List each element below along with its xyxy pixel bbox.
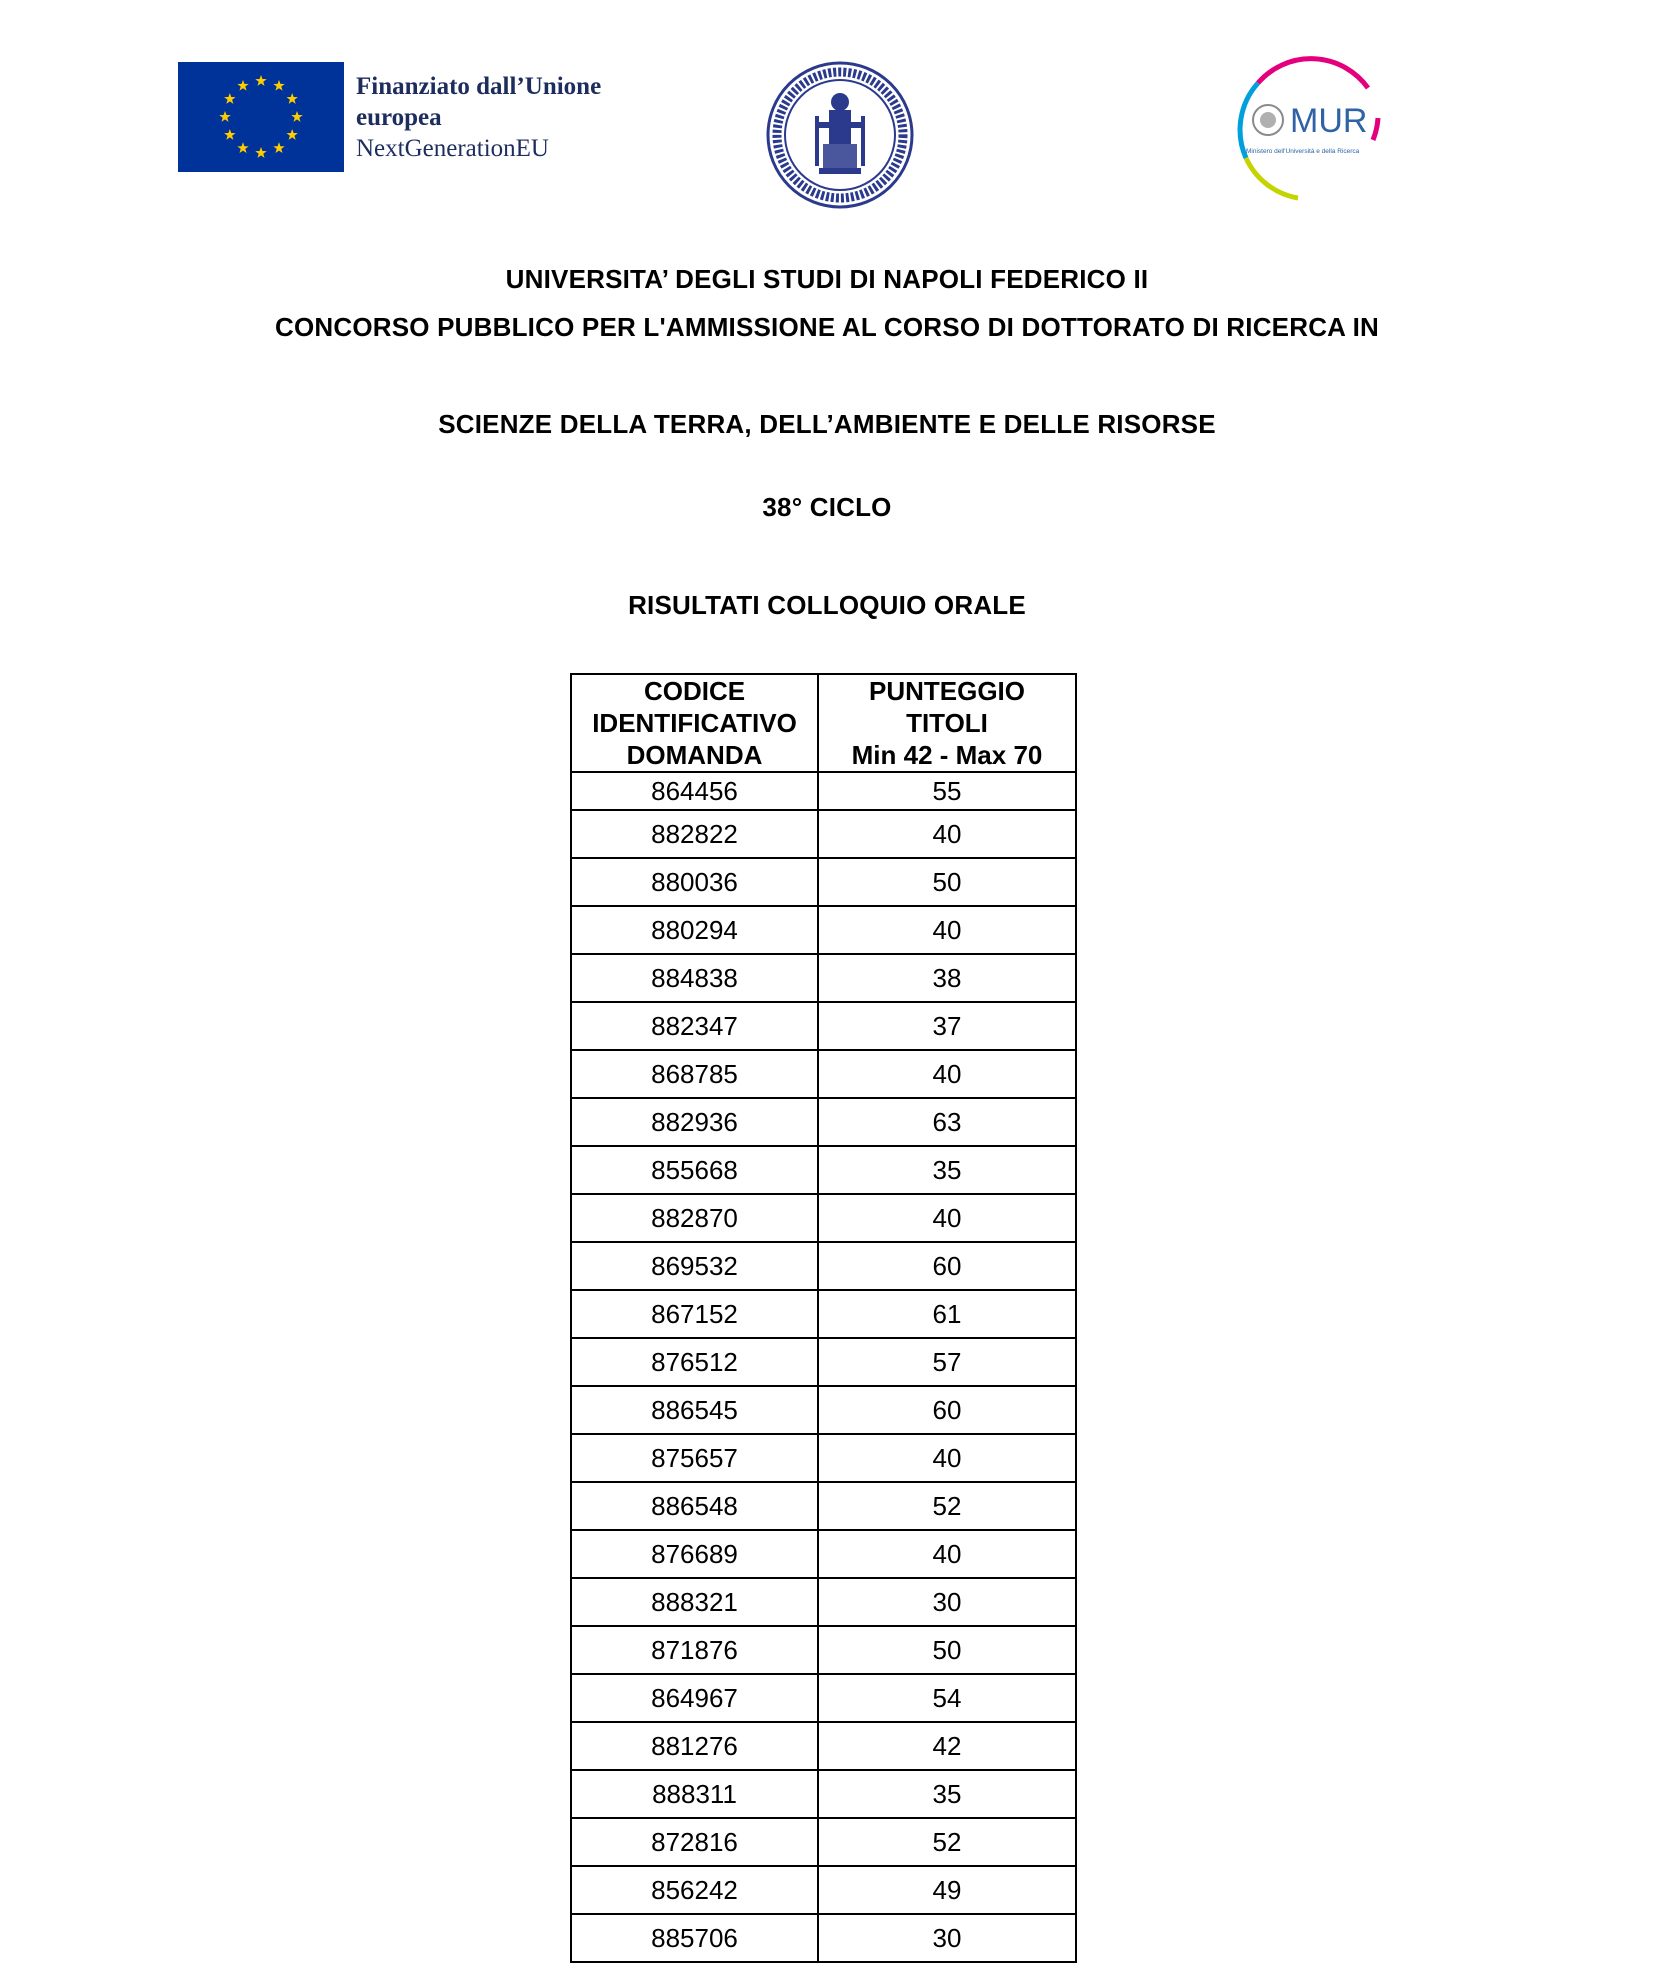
application-code-cell: 886548 [571,1482,818,1530]
score-cell: 30 [818,1578,1076,1626]
code-header-line-1: CODICE [643,676,746,706]
score-column-header [818,674,1076,772]
score-cell: 38 [818,954,1076,1002]
cycle-title: 38° CICLO [762,492,892,522]
eu-flag-icon [178,62,344,172]
contest-title: CONCORSO PUBBLICO PER L'AMMISSIONE AL CORSO DI DOTTORATO DI RICERCA IN [274,312,1380,342]
score-cell: 54 [818,1674,1076,1722]
table-row [571,1194,1076,1242]
results-table [570,673,1077,1963]
application-code-cell: 869532 [571,1242,818,1290]
application-code-cell: 881276 [571,1722,818,1770]
score-cell: 55 [818,772,1076,810]
score-cell: 40 [818,1194,1076,1242]
table-row [571,1338,1076,1386]
eu-star-icon [224,129,235,140]
score-cell: 61 [818,1290,1076,1338]
application-code-cell: 867152 [571,1290,818,1338]
score-header-line-3: Min 42 - Max 70 [851,740,1043,770]
application-code-cell: 876512 [571,1338,818,1386]
table-row [571,1242,1076,1290]
eu-star-icon [273,80,284,91]
table-row [571,772,1076,810]
application-code-cell: 885706 [571,1914,818,1962]
table-row [571,1002,1076,1050]
table-row [571,1914,1076,1962]
score-cell: 35 [818,1146,1076,1194]
application-code-cell: 868785 [571,1050,818,1098]
application-code-cell: 888311 [571,1770,818,1818]
application-code-cell: 864967 [571,1674,818,1722]
score-cell: 40 [818,1050,1076,1098]
score-cell: 50 [818,858,1076,906]
score-cell: 42 [818,1722,1076,1770]
program-title: SCIENZE DELLA TERRA, DELL’AMBIENTE E DELLE RISORSE [438,409,1216,439]
application-code-cell: 884838 [571,954,818,1002]
table-row [571,1482,1076,1530]
eu-text-line-1: Finanziato dall’Unione [356,72,602,100]
results-title: RISULTATI COLLOQUIO ORALE [628,590,1026,620]
eu-star-icon [286,93,297,104]
score-cell: 40 [818,906,1076,954]
application-code-cell: 871876 [571,1626,818,1674]
application-code-cell: 882347 [571,1002,818,1050]
eu-star-icon [237,142,248,153]
table-row [571,1434,1076,1482]
eu-funding-logo [178,62,601,172]
eu-star-icon [286,129,297,140]
score-cell: 30 [818,1914,1076,1962]
score-cell: 40 [818,810,1076,858]
table-row [571,1098,1076,1146]
eu-funding-text [356,71,601,164]
code-header-line-2: IDENTIFICATIVO [592,708,797,738]
table-body [571,772,1076,1962]
table-row [571,1146,1076,1194]
table-row [571,1866,1076,1914]
table-row [571,1290,1076,1338]
score-cell: 50 [818,1626,1076,1674]
eu-star-icon [291,111,302,122]
university-title: UNIVERSITA’ DEGLI STUDI DI NAPOLI FEDERICO II [505,264,1149,294]
table-row [571,1530,1076,1578]
eu-star-icon [219,111,230,122]
application-code-cell: 886545 [571,1386,818,1434]
code-column-header [571,674,818,772]
score-cell: 52 [818,1818,1076,1866]
table-row [571,1674,1076,1722]
table-header-row [571,674,1076,772]
score-cell: 37 [818,1002,1076,1050]
score-header-line-2: TITOLI [906,708,988,738]
table-row [571,906,1076,954]
eu-text-line-2: europea [356,103,442,131]
score-cell: 57 [818,1338,1076,1386]
table-row [571,1626,1076,1674]
mur-sublabel: Ministero dell'Università e della Ricerca [1246,148,1360,155]
table-row [571,954,1076,1002]
table-row [571,858,1076,906]
application-code-cell: 882936 [571,1098,818,1146]
eu-star-icon [237,80,248,91]
mur-logo [1228,48,1396,206]
application-code-cell: 880036 [571,858,818,906]
table-row [571,1050,1076,1098]
eu-star-icon [224,93,235,104]
eu-star-icon [255,75,266,86]
score-cell: 60 [818,1386,1076,1434]
application-code-cell: 875657 [571,1434,818,1482]
application-code-cell: 856242 [571,1866,818,1914]
application-code-cell: 872816 [571,1818,818,1866]
eu-text-line-3: NextGenerationEU [356,134,549,162]
eu-star-icon [255,147,266,158]
table-row [571,1818,1076,1866]
score-cell: 40 [818,1530,1076,1578]
application-code-cell: 864456 [571,772,818,810]
table-row [571,810,1076,858]
table-row [571,1770,1076,1818]
application-code-cell: 876689 [571,1530,818,1578]
score-cell: 63 [818,1098,1076,1146]
score-cell: 60 [818,1242,1076,1290]
table-row [571,1722,1076,1770]
application-code-cell: 882822 [571,810,818,858]
university-seal-icon [765,60,915,210]
application-code-cell: 888321 [571,1578,818,1626]
table-row [571,1578,1076,1626]
code-header-line-3: DOMANDA [626,740,763,770]
score-cell: 52 [818,1482,1076,1530]
score-cell: 40 [818,1434,1076,1482]
table-row [571,1386,1076,1434]
application-code-cell: 855668 [571,1146,818,1194]
score-cell: 49 [818,1866,1076,1914]
application-code-cell: 880294 [571,906,818,954]
eu-star-icon [273,142,284,153]
application-code-cell: 882870 [571,1194,818,1242]
mur-label: MUR [1290,102,1368,140]
score-header-line-1: PUNTEGGIO [868,676,1025,706]
score-cell: 35 [818,1770,1076,1818]
